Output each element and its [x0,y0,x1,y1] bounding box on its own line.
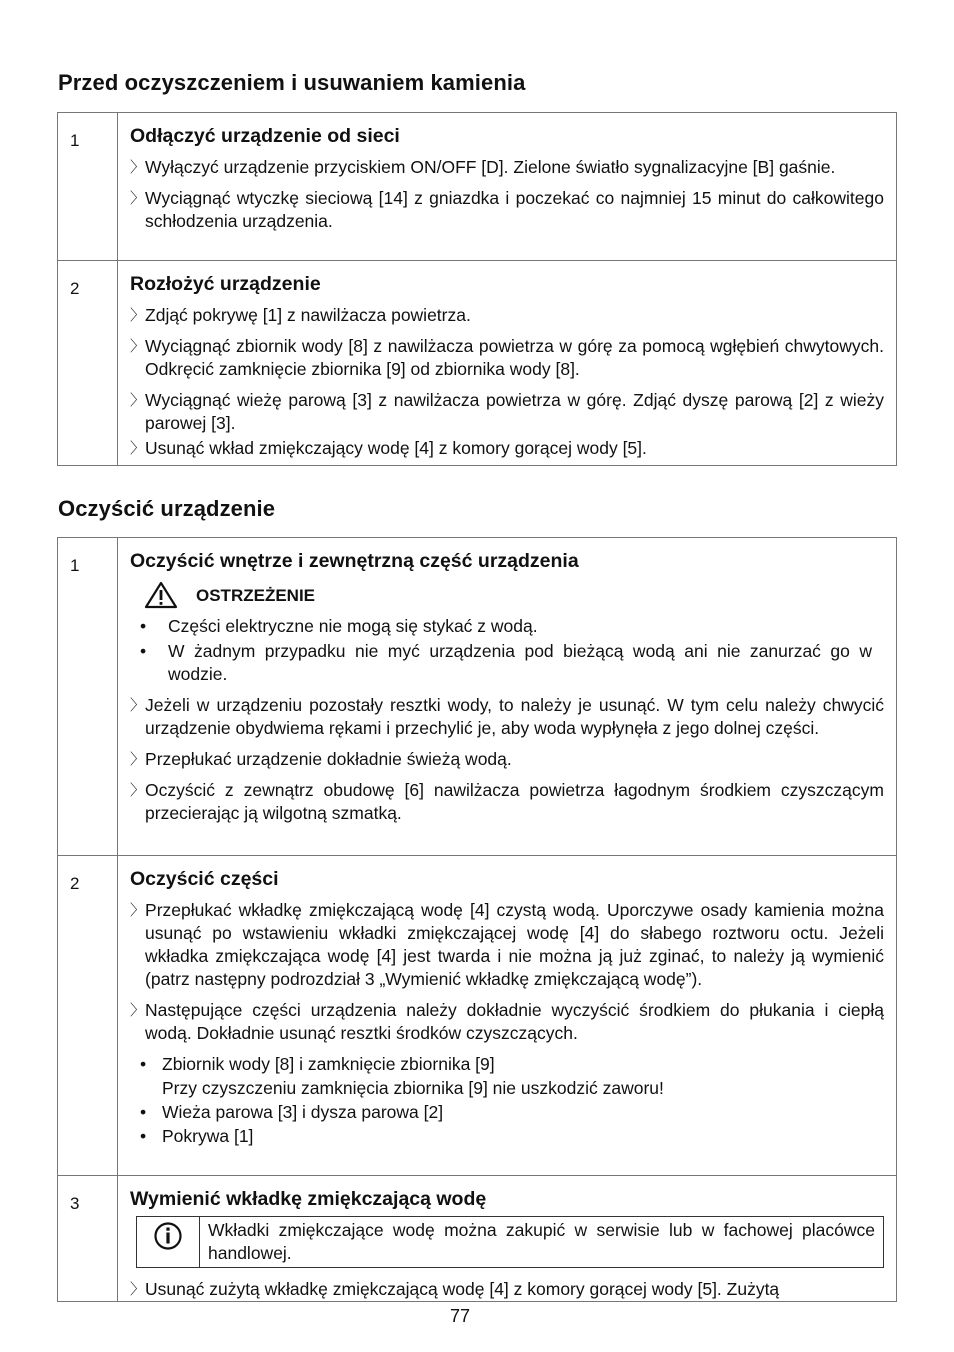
warning-triangle-icon [144,581,178,609]
action-marker-icon: 〉 [130,307,146,324]
step-row [58,261,897,466]
step-number: 1 [58,113,118,261]
action-item: 〉 Oczyścić z zewnątrz obudowę [6] nawilżacza powietrza łagodnym środkiem czyszczącym przecierając ją wilgotną szmatką. [130,780,884,823]
step-title: Rozłożyć urządzenie [130,273,321,295]
part-note: Przy czyszczeniu zamknięcia zbiornika [9] nie uszkodzić zaworu! [162,1078,664,1098]
action-item: 〉 Wyłączyć urządzenie przyciskiem ON/OFF [D]. Zielone światło sygnalizacyjne [B] gaśnie. [130,157,836,177]
steps-table-clean-device [57,537,897,1302]
bullet-icon: • [140,1126,147,1146]
action-marker-icon: 〉 [130,440,146,457]
warning-bullet: • Części elektryczne nie mogą się stykać z wodą. [140,616,538,636]
warning-bullet: • W żadnym przypadku nie myć urządzenia pod bieżącą wodą ani nie zanurzać go w wodzie. [140,641,872,684]
action-item: 〉 Wyciągnąć zbiornik wody [8] z nawilżacza powietrza w górę za pomocą wgłębień chwytowych. Odkręcić zamknięcie zbiornika [9] od zbiornika wody [8]. [130,336,884,379]
action-marker-icon: 〉 [130,751,146,768]
step-title: Oczyścić wnętrze i zewnętrzną część urządzenia [130,550,579,572]
action-marker-icon: 〉 [130,392,146,409]
action-item: 〉 Przepłukać urządzenie dokładnie świeżą wodą. [130,749,512,769]
bullet-icon: • [140,616,147,636]
action-item: 〉 Następujące części urządzenia należy dokładnie wyczyścić środkiem do płukania i ciepłą wodą. Dokładnie usunąć resztki środków czyszczących. [130,1000,884,1043]
action-item: 〉 Usunąć zużytą wkładkę zmiękczającą wodę [4] z komory gorącej wody [5]. Zużytą [130,1279,780,1299]
step-row [58,538,897,856]
bullet-icon: • [140,1102,147,1122]
step-row [58,1176,897,1302]
info-icon [153,1221,183,1251]
action-item: 〉 Zdjąć pokrywę [1] z nawilżacza powietrza. [130,305,471,325]
action-item: 〉 Wyciągnąć wtyczkę sieciową [14] z gniazdka i poczekać co najmniej 15 minut do całkowitego schłodzenia urządzenia. [130,188,884,231]
action-marker-icon: 〉 [130,1002,146,1019]
step-title: Odłączyć urządzenie od sieci [130,125,400,147]
action-marker-icon: 〉 [130,697,146,714]
step-body [118,538,897,856]
step-body [118,1176,897,1302]
action-marker-icon: 〉 [130,190,146,207]
action-item: 〉 Jeżeli w urządzeniu pozostały resztki wody, to należy je usunąć. W tym celu należy chwycić urządzenie obydwiema rękami i przechylić je, aby woda wypłynęła z jego dolnej części. [130,695,884,738]
step-body [118,856,897,1176]
action-marker-icon: 〉 [130,159,146,176]
action-marker-icon: 〉 [130,782,146,799]
section-title-clean-device: Oczyścić urządzenie [58,496,276,521]
part-item: • Zbiornik wody [8] i zamknięcie zbiornika [9] [140,1054,495,1074]
step-number: 1 [58,538,118,856]
action-marker-icon: 〉 [130,338,146,355]
steps-table-before-cleaning [57,112,897,466]
page-number: 77 [449,1306,471,1326]
action-item: 〉 Wyciągnąć wieżę parową [3] z nawilżacza powietrza w górę. Zdjąć dyszę parową [2] z wieży parowej [3]. [130,390,884,433]
step-body [118,113,897,261]
part-item: • Pokrywa [1] [140,1126,254,1146]
step-row [58,856,897,1176]
step-row [58,113,897,261]
action-item: 〉 Usunąć wkład zmiękczający wodę [4] z komory gorącej wody [5]. [130,438,647,458]
warning-label: OSTRZEŻENIE [196,585,316,605]
action-marker-icon: 〉 [130,902,146,919]
step-body [118,261,897,466]
bullet-icon: • [140,641,147,661]
step-title: Oczyścić części [130,868,279,890]
step-number: 3 [58,1176,118,1302]
action-item: 〉 Przepłukać wkładkę zmiękczającą wodę [4] czystą wodą. Uporczywe osady kamienia można usunąć po wstawieniu wkładki zmiękczającej wodę [4] do słabego roztworu octu. Jeżeli wkładka zmiękczająca wodę [4] jest twarda i nie można ją już zginać, to należy ją wymienić (patrz następny podrozdział 3 „Wymienić wkładkę zmiękczającą wodę”). [130,900,884,989]
action-marker-icon: 〉 [130,1281,146,1298]
step-number: 2 [58,261,118,466]
bullet-icon: • [140,1054,147,1074]
info-note [136,1216,884,1268]
step-number: 2 [58,856,118,1176]
warning-header [144,581,884,609]
info-note-text: Wkładki zmiękczające wodę można zakupić w serwisie lub w fachowej placówce handlowej. [208,1220,875,1263]
part-item: • Wieża parowa [3] i dysza parowa [2] [140,1102,444,1122]
section-title-before-cleaning: Przed oczyszczeniem i usuwaniem kamienia [58,70,526,95]
step-title: Wymienić wkładkę zmiękczającą wodę [130,1188,487,1210]
